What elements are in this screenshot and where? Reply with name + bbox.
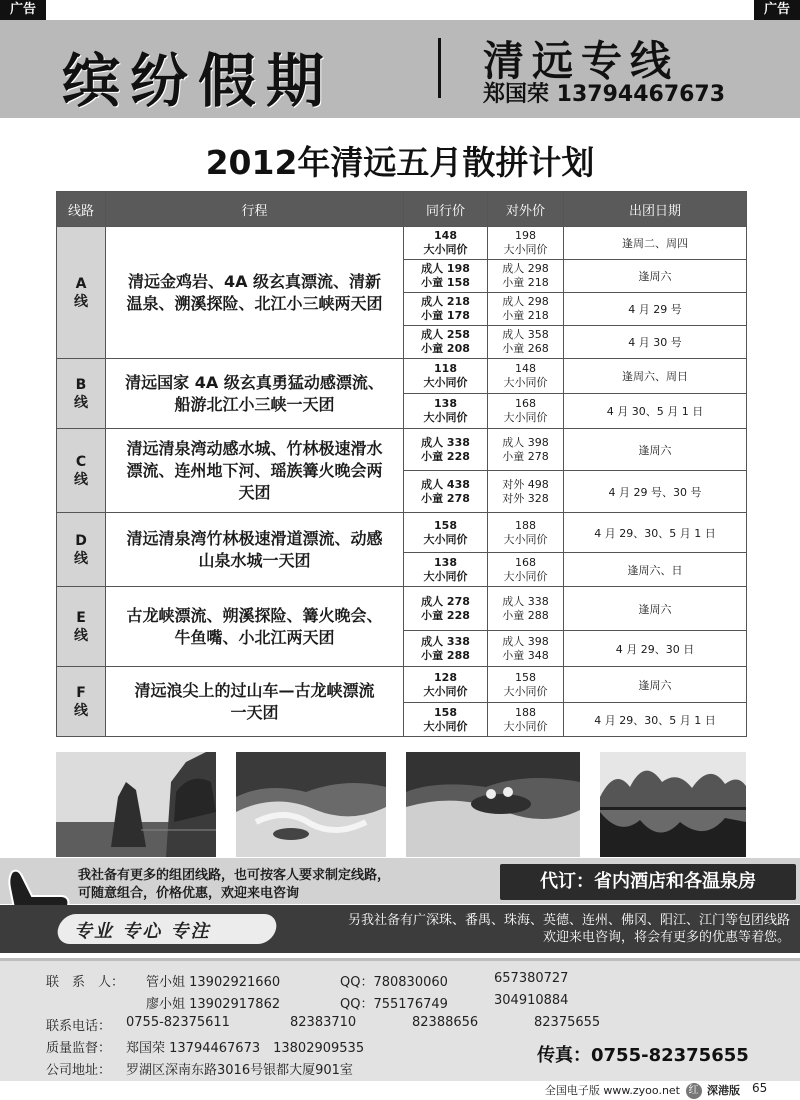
route-suffix: 线: [74, 550, 88, 567]
peer-price-cell: [404, 703, 488, 737]
info-line-1: 我社备有更多的组团线路，也可按客人要求制定线路，: [78, 868, 391, 883]
photo-rafting-rapids: [236, 752, 386, 857]
price-line: 168: [515, 397, 536, 410]
itinerary-line: 天团: [238, 482, 271, 502]
route-code: E: [76, 609, 86, 626]
public-price-cell: [488, 326, 564, 359]
table-row: [57, 359, 747, 394]
route-code-cell: [57, 429, 106, 513]
price-line: 158: [434, 518, 457, 532]
peer-price-cell: [404, 553, 488, 587]
header-itinerary: 行程: [106, 192, 404, 227]
departure-date-cell: 逢周六、日: [564, 553, 747, 587]
price-line: 小童 348: [502, 648, 549, 662]
header-divider: [438, 38, 441, 98]
departure-date-cell: 逢周二、周四: [564, 227, 747, 260]
public-price-cell: [488, 227, 564, 260]
price-line: 大小同价: [423, 684, 468, 698]
public-price-cell: [488, 359, 564, 394]
public-price-cell: [488, 587, 564, 631]
photo-raft-boat: [406, 752, 580, 857]
departure-date-cell: 逢周六、周日: [564, 359, 747, 394]
departure-date-cell: 4 月 29、30 日: [564, 631, 747, 667]
peer-price-cell: [404, 631, 488, 667]
itinerary-cell: [106, 587, 404, 667]
photo-karst-lake: [600, 752, 746, 857]
info-line-2: 可随意组合，价格优惠，欢迎来电咨询: [78, 886, 300, 901]
price-line: 大小同价: [423, 719, 468, 733]
price-line: 对外 498: [502, 477, 549, 491]
route-code: C: [75, 453, 87, 470]
page-number: 65: [752, 1081, 768, 1095]
price-line: 成人 198: [421, 262, 470, 275]
departure-date-cell: 4 月 29 号: [564, 293, 747, 326]
public-price-cell: [488, 293, 564, 326]
itinerary-cell: [106, 429, 404, 513]
route-suffix: 线: [74, 394, 88, 411]
price-line: 成人 278: [421, 594, 470, 608]
peer-price-cell: [404, 326, 488, 359]
price-line: 小童 178: [421, 309, 470, 322]
price-line: 小童 208: [421, 342, 470, 355]
departure-date-cell: 4 月 29、30、5 月 1 日: [564, 513, 747, 553]
brand-title: 缤纷假期: [62, 47, 335, 115]
price-line: 成人 298: [502, 262, 549, 275]
address-text: 罗湖区深南东路3016号银都大厦901室: [126, 1063, 353, 1078]
contact-person-label: 联 系 人：: [46, 975, 125, 990]
departure-date-cell: 逢周六: [564, 587, 747, 631]
itinerary-line: 清远国家 4A 级玄真勇猛动感漂流、: [125, 372, 384, 392]
price-line: 148: [515, 362, 536, 375]
itinerary-cell: [106, 359, 404, 429]
public-price-cell: [488, 703, 564, 737]
public-price-cell: [488, 667, 564, 703]
header-contact: 郑国荣 13794467673: [483, 82, 726, 107]
price-line: 大小同价: [503, 243, 548, 256]
contact-qq-1b: 657380727: [494, 971, 569, 986]
quality-contact: 郑国荣 13794467673 13802909535: [126, 1041, 365, 1056]
price-line: 成人 338: [421, 634, 470, 648]
departure-date-cell: 4 月 29 号、30 号: [564, 471, 747, 513]
public-price-cell: [488, 631, 564, 667]
ad-tag-right: 广告: [754, 0, 800, 20]
price-line: 成人 338: [502, 594, 549, 608]
peer-price-cell: [404, 293, 488, 326]
route-suffix: 线: [74, 627, 88, 644]
itinerary-cell: [106, 513, 404, 587]
header-line: 线路: [57, 192, 106, 227]
header-band: [0, 20, 800, 118]
itinerary-line: 山泉水城一天团: [198, 550, 311, 570]
price-line: 138: [434, 397, 457, 410]
price-line: 对外 328: [502, 491, 549, 505]
departure-date-cell: 4 月 30、5 月 1 日: [564, 394, 747, 429]
table-row: [57, 587, 747, 631]
table-row: [57, 429, 747, 471]
quality-label: 质量监督：: [46, 1041, 112, 1056]
price-line: 成人 298: [502, 295, 549, 308]
peer-price-cell: [404, 587, 488, 631]
price-line: 大小同价: [423, 243, 468, 256]
price-line: 188: [515, 518, 536, 532]
price-line: 大小同价: [503, 684, 548, 698]
route-code-cell: [57, 587, 106, 667]
price-line: 大小同价: [423, 569, 468, 583]
header-peer-price: 同行价: [404, 192, 488, 227]
price-line: 大小同价: [503, 719, 548, 733]
price-line: 小童 278: [421, 491, 470, 505]
route-code-cell: [57, 513, 106, 587]
itinerary-line: 船游北江小三峡一天团: [174, 394, 335, 414]
other-routes-line-2: 欢迎来电咨询，将会有更多的优惠等着您。: [542, 930, 790, 945]
price-line: 大小同价: [503, 376, 548, 389]
price-line: 128: [434, 670, 457, 684]
contact-qq-2b: 304910884: [494, 993, 569, 1008]
contact-phone-1: 0755-82375611: [126, 1015, 230, 1030]
route-code-cell: [57, 359, 106, 429]
price-line: 小童 228: [421, 449, 470, 463]
price-line: 小童 218: [502, 276, 549, 289]
footer-edition: 全国电子版 www.zyoo.net: [544, 1084, 680, 1097]
peer-price-cell: [404, 667, 488, 703]
itinerary-line: 牛鱼嘴、小北江两天团: [174, 627, 335, 647]
itinerary-line: 清远浪尖上的过山车—古龙峡漂流: [134, 680, 375, 700]
itinerary-line: 一天团: [230, 702, 279, 722]
table-header-row: [57, 192, 747, 227]
public-price-cell: [488, 260, 564, 293]
peer-price-cell: [404, 260, 488, 293]
price-line: 158: [515, 670, 536, 684]
contact-person-1: 管小姐 13902921660: [146, 975, 281, 990]
price-line: 小童 268: [502, 342, 549, 355]
price-line: 158: [434, 705, 457, 719]
route-code: F: [76, 684, 86, 701]
page-title: 2012年清远五月散拼计划: [205, 143, 595, 182]
price-line: 198: [515, 229, 536, 242]
contact-qq-2: QQ：755176749: [340, 997, 448, 1012]
route-code: D: [75, 532, 87, 549]
price-line: 大小同价: [503, 411, 548, 424]
price-line: 成人 398: [502, 634, 549, 648]
itinerary-line: 漂流、连州地下河、瑶族篝火晚会两: [126, 460, 383, 480]
other-routes: [284, 912, 790, 946]
route-suffix: 线: [74, 702, 88, 719]
itinerary-line: 清远清泉湾动感水城、竹林极速滑水: [126, 438, 383, 458]
itinerary-line: 清远清泉湾竹林极速滑道漂流、动感: [126, 528, 383, 548]
route-code-cell: [57, 667, 106, 737]
peer-price-cell: [404, 471, 488, 513]
price-line: 小童 288: [421, 648, 470, 662]
address-label: 公司地址：: [46, 1063, 112, 1078]
departure-date-cell: 4 月 29、30、5 月 1 日: [564, 703, 747, 737]
peer-price-cell: [404, 429, 488, 471]
itinerary-cell: [106, 227, 404, 359]
route-suffix: 线: [74, 471, 88, 488]
price-line: 大小同价: [503, 532, 548, 546]
publication-logo: 红: [686, 1083, 702, 1099]
ad-tag-left: 广告: [0, 0, 46, 20]
price-line: 成人 358: [502, 328, 549, 341]
itinerary-line: 温泉、溯溪探险、北江小三峡两天团: [126, 293, 383, 313]
contact-phone-4: 82375655: [534, 1015, 601, 1030]
contact-phone-label: 联系电话：: [46, 1019, 112, 1034]
price-line: 148: [434, 229, 457, 242]
table-row: [57, 513, 747, 553]
peer-price-cell: [404, 227, 488, 260]
price-line: 大小同价: [423, 411, 468, 424]
contact-person-2: 廖小姐 13902917862: [146, 997, 281, 1012]
booking-badge: 代订：省内酒店和各温泉房: [500, 864, 796, 900]
itinerary-cell: [106, 667, 404, 737]
price-line: 小童 228: [421, 608, 470, 622]
route-code: B: [75, 376, 87, 393]
other-routes-line-1: 另我社备有广深珠、番禺、珠海、英德、连州、佛冈、阳江、江门等包团线路: [347, 913, 790, 928]
itinerary-line: 古龙峡漂流、朔溪探险、篝火晚会、: [126, 605, 383, 625]
contact-qq-1: QQ：780830060: [340, 975, 448, 990]
price-line: 成人 398: [502, 435, 549, 449]
price-line: 小童 218: [502, 309, 549, 322]
peer-price-cell: [404, 359, 488, 394]
price-line: 138: [434, 555, 457, 569]
table-row: [57, 227, 747, 260]
price-line: 成人 338: [421, 435, 470, 449]
public-price-cell: [488, 513, 564, 553]
price-line: 大小同价: [423, 532, 468, 546]
departure-date-cell: 逢周六: [564, 667, 747, 703]
slogan-text: 专业 专心 专注: [74, 921, 211, 942]
line-name: 清远专线: [483, 37, 679, 85]
route-code-cell: [57, 227, 106, 359]
price-line: 成人 438: [421, 477, 470, 491]
price-line: 成人 258: [421, 328, 470, 341]
contact-block: [0, 958, 800, 1081]
header-departure-date: 出团日期: [564, 192, 747, 227]
price-line: 小童 288: [502, 608, 549, 622]
price-line: 188: [515, 705, 536, 719]
schedule-table: [56, 191, 747, 737]
price-line: 168: [515, 555, 536, 569]
price-line: 小童 278: [502, 449, 549, 463]
route-suffix: 线: [74, 293, 88, 310]
departure-date-cell: 逢周六: [564, 260, 747, 293]
footer-section: 深港版: [707, 1084, 740, 1097]
price-line: 大小同价: [503, 569, 548, 583]
price-line: 小童 158: [421, 276, 470, 289]
info-text: [78, 867, 390, 903]
route-code: A: [75, 275, 87, 292]
public-price-cell: [488, 471, 564, 513]
header-public-price: 对外价: [488, 192, 564, 227]
contact-phone-2: 82383710: [290, 1015, 357, 1030]
public-price-cell: [488, 553, 564, 587]
price-line: 大小同价: [423, 376, 468, 389]
itinerary-line: 清远金鸡岩、4A 级玄真漂流、清新: [127, 271, 382, 291]
contact-phone-3: 82388656: [412, 1015, 479, 1030]
departure-date-cell: 4 月 30 号: [564, 326, 747, 359]
departure-date-cell: 逢周六: [564, 429, 747, 471]
slogan-band: [0, 905, 800, 953]
footer: [0, 1079, 800, 1100]
price-line: 成人 218: [421, 295, 470, 308]
peer-price-cell: [404, 513, 488, 553]
footer-text: [545, 1082, 740, 1099]
public-price-cell: [488, 394, 564, 429]
public-price-cell: [488, 429, 564, 471]
price-line: 118: [434, 362, 457, 375]
photo-rock-peak: [56, 752, 216, 857]
fax-number: 传真：0755-82375655: [537, 1045, 749, 1066]
table-row: [57, 667, 747, 703]
peer-price-cell: [404, 394, 488, 429]
